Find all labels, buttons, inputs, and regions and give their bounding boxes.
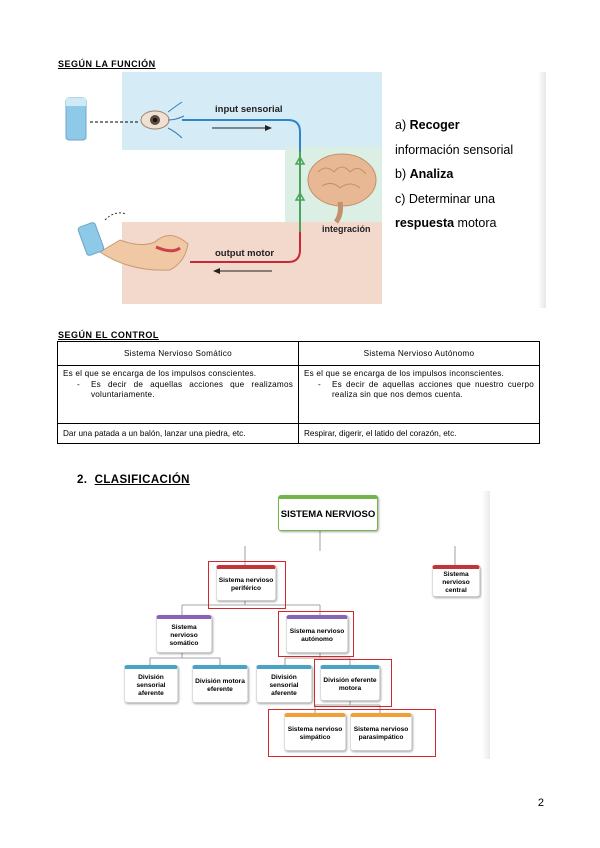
section-heading-control: SEGÚN EL CONTROL xyxy=(58,330,159,340)
integration-label: integración xyxy=(322,224,371,234)
node-div-sensorial-2: División sensorial aferente xyxy=(256,665,312,703)
function-item-b: b) Analiza xyxy=(395,167,454,181)
table-header-row xyxy=(58,342,540,366)
cell-somatic-definition xyxy=(58,366,299,424)
node-periferico: Sistema nervioso periférico xyxy=(216,565,276,601)
section-heading-funcion: SEGÚN LA FUNCIÓN xyxy=(58,59,156,69)
node-autonomo: Sistema nervioso autónomo xyxy=(286,615,348,653)
node-div-motora-1: División motora eferente xyxy=(192,665,248,703)
output-label: output motor xyxy=(215,248,275,259)
node-simpatico: Sistema nervioso simpático xyxy=(284,713,346,751)
column-header-somatic: Sistema Nervioso Somático xyxy=(58,342,299,366)
node-div-sensorial-1: División sensorial aferente xyxy=(124,665,178,703)
cell-autonomic-definition xyxy=(299,366,540,424)
function-item-a-cont: información sensorial xyxy=(395,142,514,157)
node-somatico: Sistema nervioso somático xyxy=(156,615,212,653)
somatic-bullet: - Es decir de aquellas acciones que realizamos voluntariamente. xyxy=(77,379,293,399)
section-title-clasificacion: 2. CLASIFICACIÓN xyxy=(77,474,190,486)
input-label: input sensorial xyxy=(215,104,283,115)
autonomic-text: Es el que se encarga de los impulsos inconscientes. xyxy=(304,369,504,378)
node-sistema-nervioso: SISTEMA NERVIOSO xyxy=(278,495,378,531)
diagram-svg xyxy=(60,72,382,304)
function-item-a: a) Recoger xyxy=(395,118,460,132)
table-row xyxy=(58,424,540,444)
function-list xyxy=(395,113,513,236)
somatic-text: Es el que se encarga de los impulsos conscientes. xyxy=(63,369,257,378)
node-parasimpatico: Sistema nervioso parasimpático xyxy=(350,713,412,751)
table-row xyxy=(58,366,540,424)
column-header-autonomic: Sistema Nervioso Autónomo xyxy=(299,342,540,366)
autonomic-bullet: - Es decir de aquellas acciones que nuestro cuerpo realiza sin que nos demos cuenta. xyxy=(318,379,534,399)
cell-somatic-example: Dar una patada a un balón, lanzar una piedra, etc. xyxy=(58,424,299,444)
chart-edge-shadow xyxy=(482,491,490,759)
page-number: 2 xyxy=(537,797,544,809)
cell-autonomic-example: Respirar, digerir, el latido del corazón, etc. xyxy=(299,424,540,444)
figure-edge-shadow xyxy=(538,72,546,308)
function-item-c: c) Determinar una xyxy=(395,191,496,206)
water-glass-icon xyxy=(66,98,86,140)
classification-chart xyxy=(110,491,490,759)
node-div-eferente-2: División eferente motora xyxy=(320,665,380,701)
control-table xyxy=(57,341,540,444)
sensory-motor-diagram xyxy=(60,72,382,304)
node-central: Sistema nervioso central xyxy=(432,565,480,597)
function-item-c-cont: respuesta motora xyxy=(395,216,497,230)
